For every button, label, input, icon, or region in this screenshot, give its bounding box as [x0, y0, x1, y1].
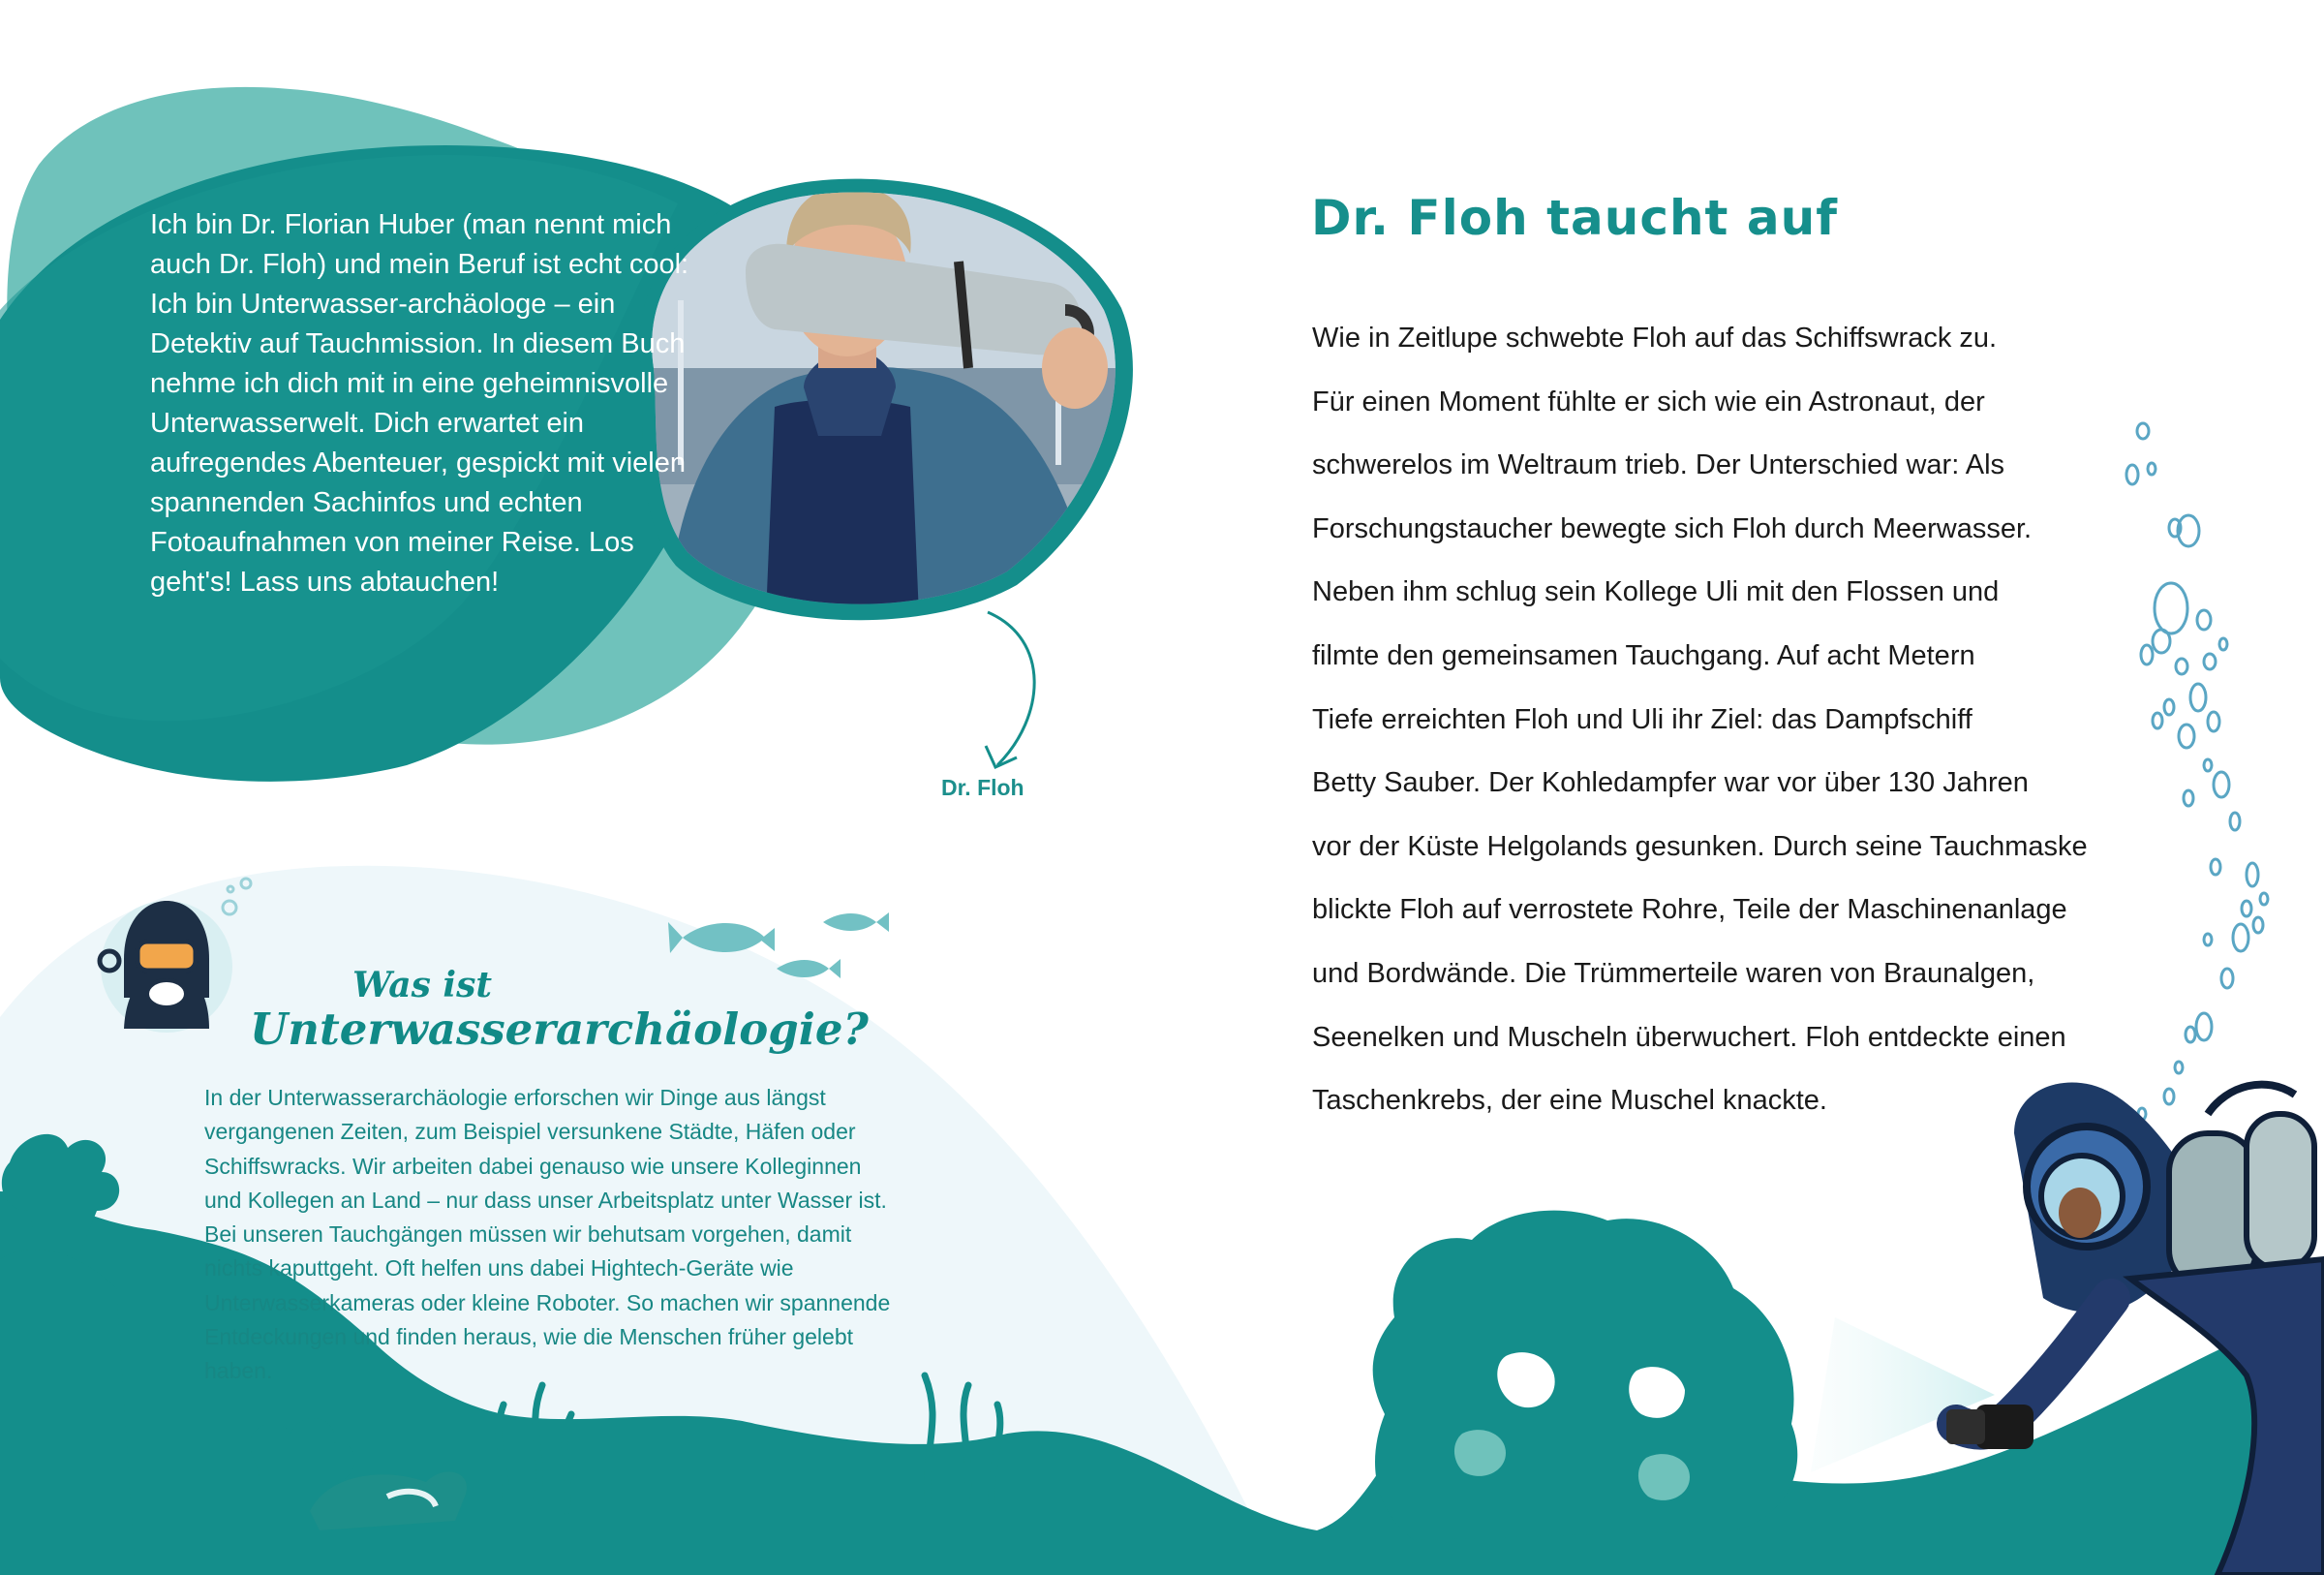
story-line: filmte den gemeinsamen Tauchgang. Auf acht Metern: [1312, 639, 1975, 671]
story-line: Betty Sauber. Der Kohledampfer war vor über 130 Jahren: [1312, 767, 2029, 799]
coral-left: [0, 1134, 136, 1575]
story-line: blickte Floh auf verrostete Rohre, Teile der Maschinenanlage: [1312, 894, 2067, 926]
story-line: und Bordwände. Die Trümmerteile waren von Braunalgen,: [1312, 957, 2035, 989]
story-line: vor der Küste Helgolands gesunken. Durch seine Tauchmaske: [1312, 830, 2088, 862]
shipwreck-wheel: [1373, 1211, 1798, 1540]
photo-caption: Dr. Floh: [941, 775, 1024, 800]
story-line: Seenelken und Muscheln überwuchert. Floh entdeckte einen: [1312, 1021, 2066, 1053]
story-line: schwerelos im Weltraum trieb. Der Unterschied war: Als: [1312, 449, 2005, 481]
story-line: Für einen Moment fühlte er sich wie ein Astronaut, der: [1312, 386, 1985, 417]
info-box-title: Unterwasserarchäologie?: [250, 1004, 869, 1055]
diver-avatar-icon: [100, 901, 232, 1033]
info-box-kicker: Was ist: [352, 965, 492, 1005]
caption-arrow: [988, 612, 1034, 765]
story-line: Forschungstaucher bewegte sich Floh durch Meerwasser.: [1312, 512, 2033, 544]
story-title: Dr. Floh taucht auf: [1311, 190, 1838, 246]
story-line: Neben ihm schlug sein Kollege Uli mit den Flossen und: [1312, 576, 2000, 608]
story-line: Tiefe erreichten Floh und Uli ihr Ziel: das Dampfschiff: [1312, 703, 1972, 735]
torch-beam: [1811, 1317, 1995, 1472]
story-line: Taschenkrebs, der eine Muschel knackte.: [1312, 1085, 1827, 1117]
intro-text: [150, 205, 692, 602]
story-line: Wie in Zeitlupe schwebte Floh auf das Schiffswrack zu.: [1312, 323, 1998, 354]
intro-paragraph: Ich bin Dr. Florian Huber (man nennt mich auch Dr. Floh) und mein Beruf ist echt cool: Ich bin Unterwasser-archäologe – ein Detektiv auf Tauchmission. In diesem Buch nehme ich dich mit in eine geheimnisvolle Unterwasserwelt. Dich erwartet ein aufregendes Abenteuer, gespickt mit vielen spannenden Sachinfos und echten Fotoaufnahmen von meiner Reise. Los geht's! Lass uns abtauchen!: [150, 209, 689, 598]
info-box-text: In der Unterwasserarchäologie erforschen wir Dinge aus längst vergangenen Zeiten, zum Beispiel versunkene Städte, Häfen oder Schiffswracks. Wir arbeiten dabei genauso wie unsere Kolleginnen und Kollegen an Land – nur dass unser Arbeitsplatz unter Wasser ist. Bei unseren Tauchgängen müssen wir behutsam vorgehen, damit nichts kaputtgeht. Oft helfen uns dabei Hightech-Geräte wie Unterwasserkameras oder kleine Roboter. So machen wir spannende Entdeckungen und finden heraus, wie die Menschen früher gelebt haben.: [204, 1085, 891, 1384]
story-text: [1312, 316, 2203, 1142]
